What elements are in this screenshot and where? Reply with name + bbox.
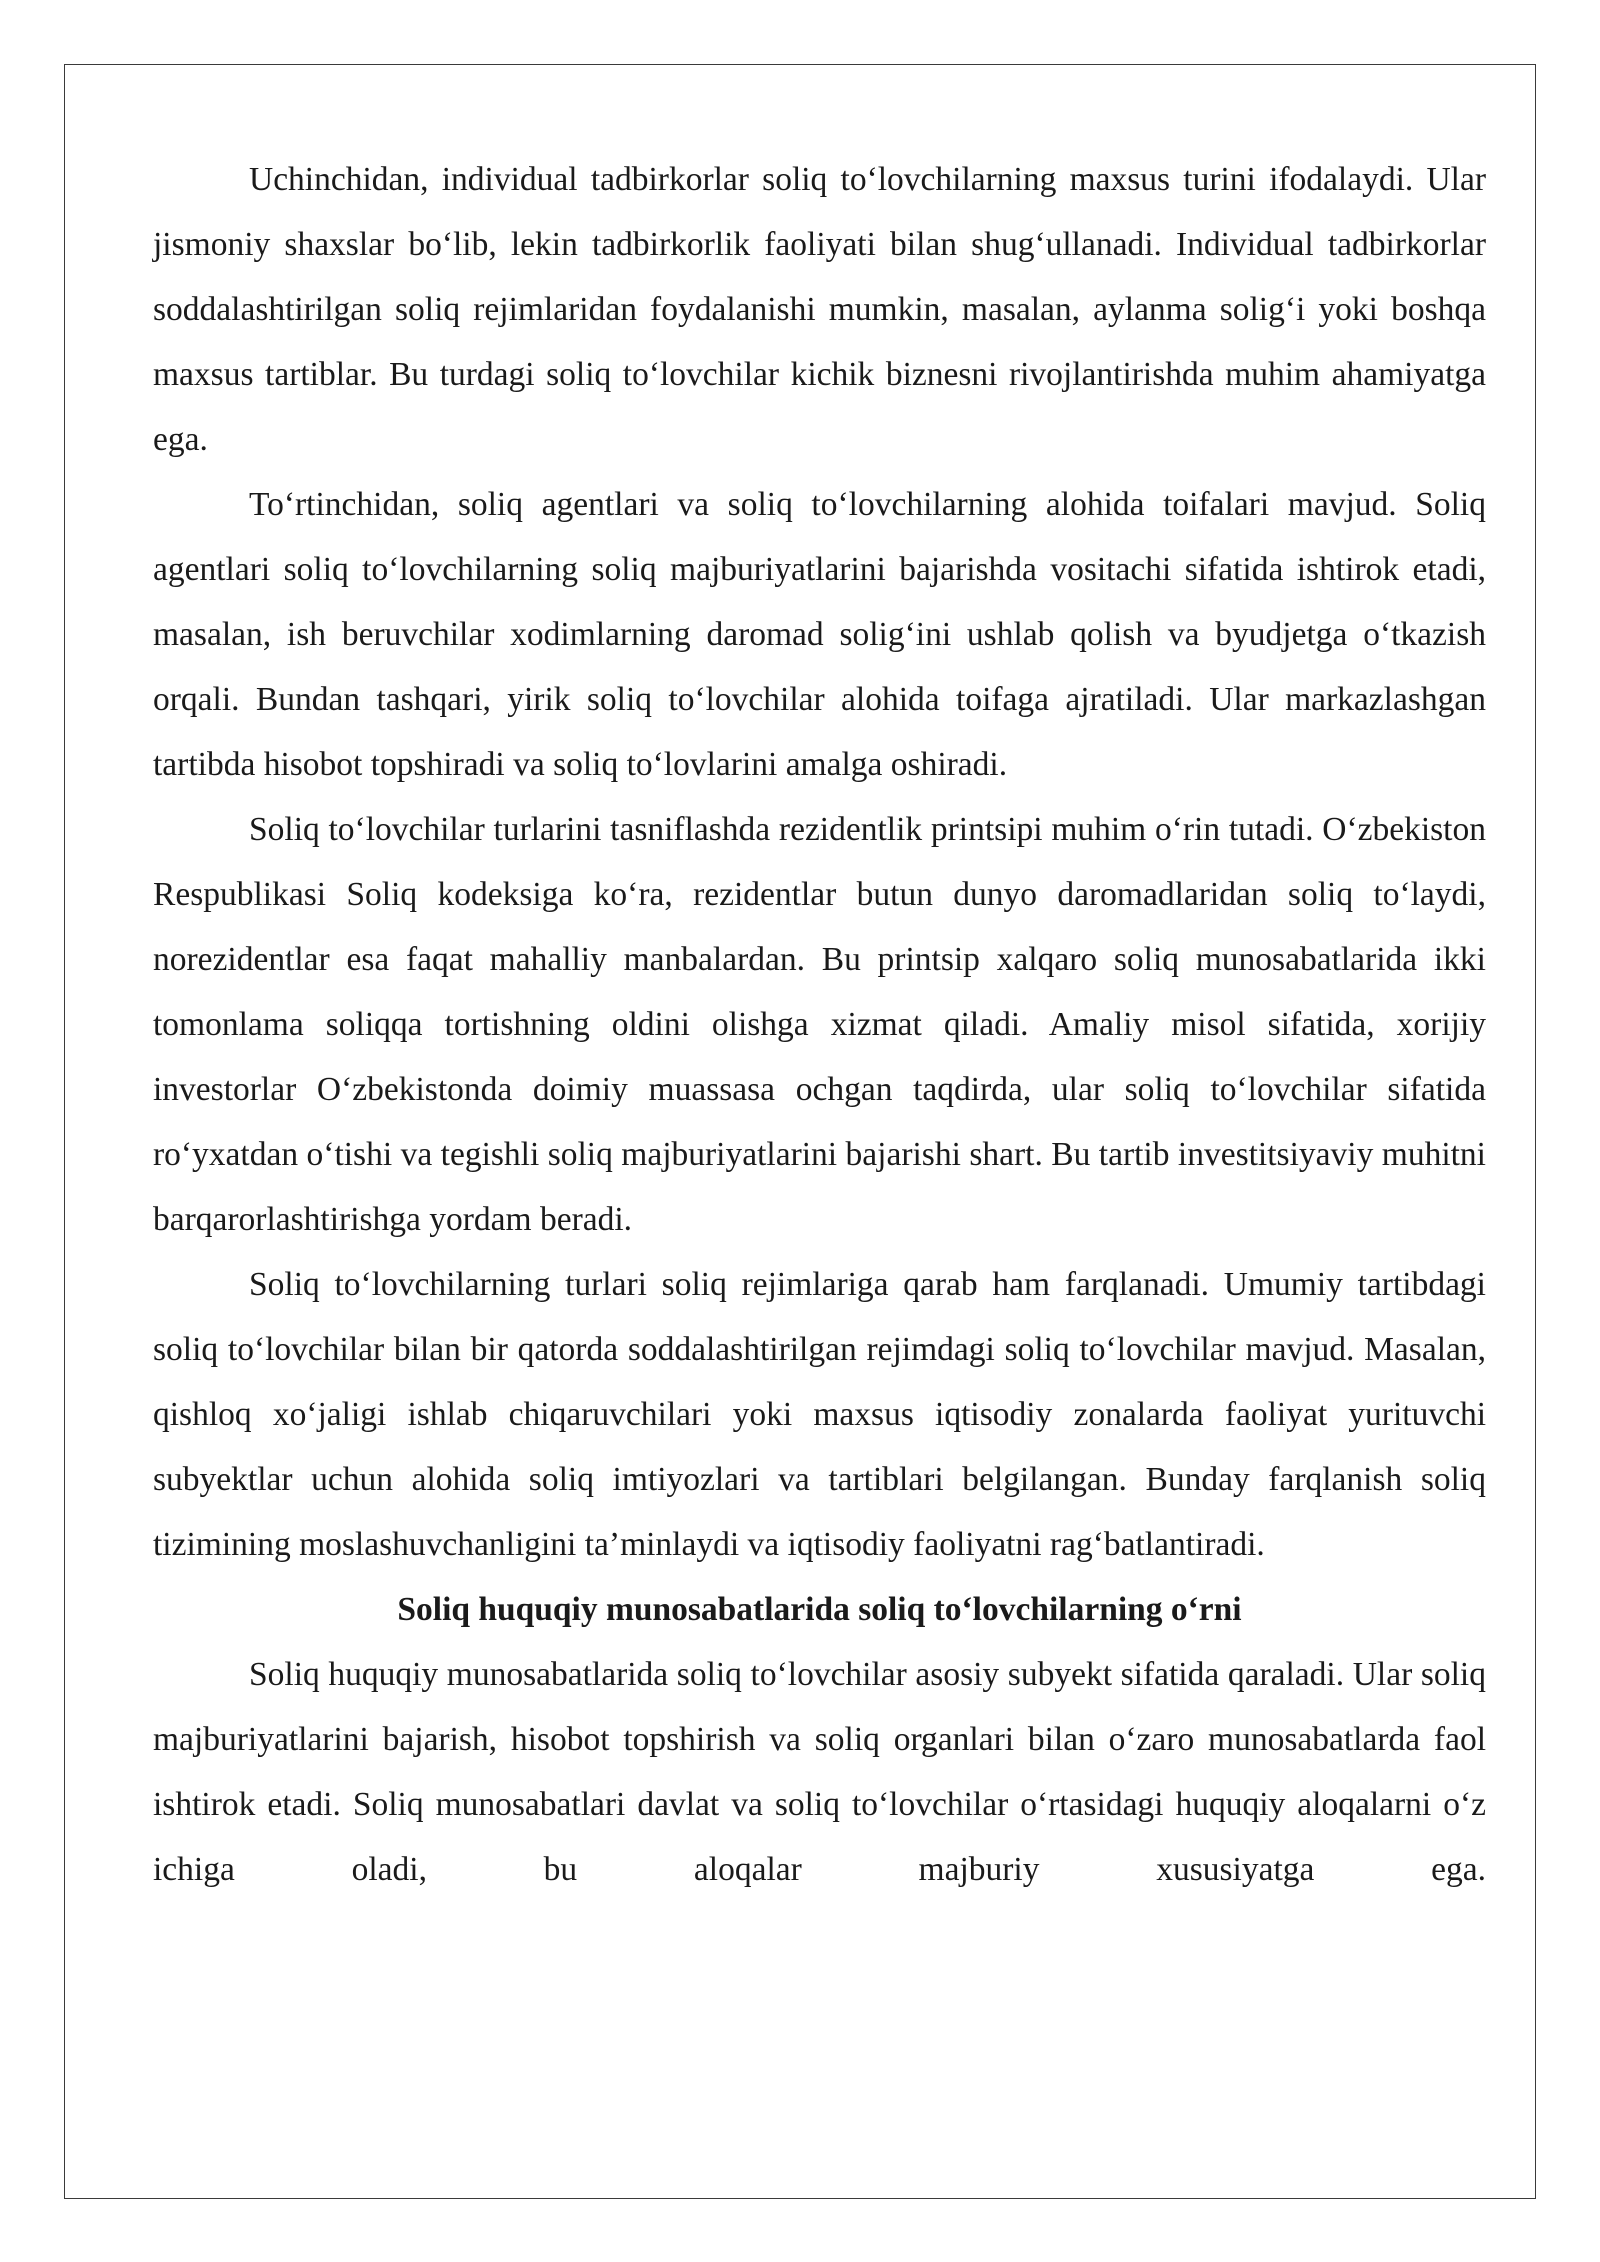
document-body bbox=[153, 147, 1486, 1902]
paragraph-individual-entrepreneurs: Uchinchidan, individual tadbirkorlar soliq to‘lovchilarning maxsus turini ifodalaydi. Ular jismoniy shaxslar bo‘lib, lekin tadbirkorlik faoliyati bilan shug‘ullanadi. Individual tadbirkorlar soddalashtirilgan soliq rejimlaridan foydalanishi mumkin, masalan, aylanma solig‘i yoki boshqa maxsus tartiblar. Bu turdagi soliq to‘lovchilar kichik biznesni rivojlantirishda muhim ahamiyatga ega. bbox=[153, 161, 1486, 458]
paragraph-tax-relations: Soliq huquqiy munosabatlarida soliq to‘lovchilar asosiy subyekt sifatida qaraladi. Ular soliq majburiyatlarini bajarish, hisobot topshirish va soliq organlari bilan o‘zaro munosabatlarda faol ishtirok etadi. Soliq munosabatlari davlat va soliq to‘lovchilar o‘rtasidagi huquqiy aloqalarni o‘z ichiga oladi, bu aloqalar majburiy xususiyatga ega. bbox=[153, 1656, 1486, 1888]
section-heading: Soliq huquqiy munosabatlarida soliq to‘lovchilarning o‘rni bbox=[397, 1591, 1242, 1628]
paragraph-tax-regimes: Soliq to‘lovchilarning turlari soliq rejimlariga qarab ham farqlanadi. Umumiy tartibdagi soliq to‘lovchilar bilan bir qatorda soddalashtirilgan rejimdagi soliq to‘lovchilar mavjud. Masalan, qishloq xo‘jaligi ishlab chiqaruvchilari yoki maxsus iqtisodiy zonalarda faoliyat yurituvchi subyektlar uchun alohida soliq imtiyozlari va tartiblari belgilangan. Bunday farqlanish soliq tizimining moslashuvchanligini ta’minlaydi va iqtisodiy faoliyatni rag‘batlantiradi. bbox=[153, 1266, 1486, 1563]
paragraph-tax-agents: To‘rtinchidan, soliq agentlari va soliq to‘lovchilarning alohida toifalari mavjud. Soliq agentlari soliq to‘lovchilarning soliq majburiyatlarini bajarishda vositachi sifatida ishtirok etadi, masalan, ish beruvchilar xodimlarning daromad solig‘ini ushlab qolish va byudjetga o‘tkazish orqali. Bundan tashqari, yirik soliq to‘lovchilar alohida toifaga ajratiladi. Ular markazlashgan tartibda hisobot topshiradi va soliq to‘lovlarini amalga oshiradi. bbox=[153, 486, 1486, 783]
paragraph-residency-principle: Soliq to‘lovchilar turlarini tasniflashda rezidentlik printsipi muhim o‘rin tutadi. O‘zbekiston Respublikasi Soliq kodeksiga ko‘ra, rezidentlar butun dunyo daromadlaridan soliq to‘laydi, norezidentlar esa faqat mahalliy manbalardan. Bu printsip xalqaro soliq munosabatlarida ikki tomonlama soliqqa tortishning oldini olishga xizmat qiladi. Amaliy misol sifatida, xorijiy investorlar O‘zbekistonda doimiy muassasa ochgan taqdirda, ular soliq to‘lovchilar sifatida ro‘yxatdan o‘tishi va tegishli soliq majburiyatlarini bajarishi shart. Bu tartib investitsiyaviy muhitni barqarorlashtirishga yordam beradi. bbox=[153, 811, 1486, 1238]
